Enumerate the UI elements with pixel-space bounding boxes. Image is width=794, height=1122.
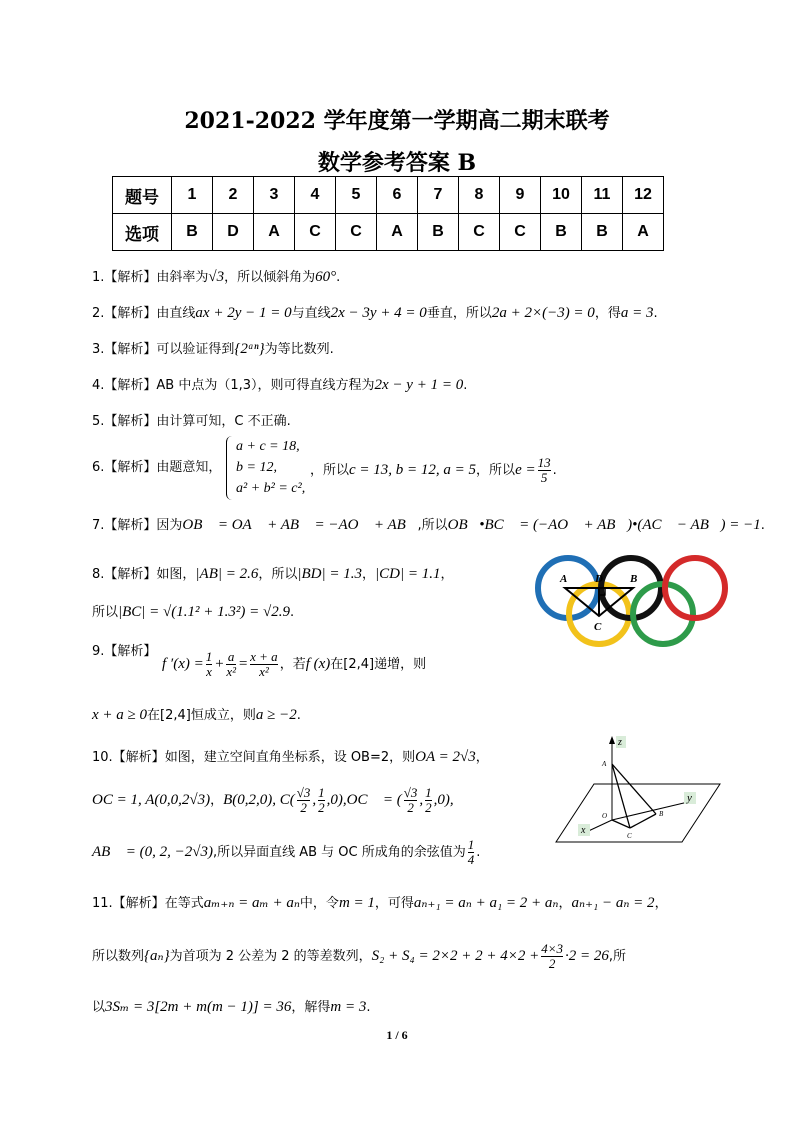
label-a: A [602,760,607,768]
math-expr: |AB| = 2.6 [195,566,259,582]
denominator: 2 [318,800,325,815]
math-expr: OB⃗ = OA⃗ + AB⃗ = −AO⃗ + AB⃗ [182,517,418,533]
fraction [538,456,551,485]
solution-text: ,所 [608,949,627,964]
solution-text: ，可得 [374,896,414,911]
fraction [425,786,432,815]
math-expr: = [238,656,249,672]
solution-prefix: 10.【解析】 [92,750,165,765]
solution-prefix: 11.【解析】 [92,896,165,911]
coordinate-3d-figure [552,734,722,850]
table-cell: 5 [336,177,377,214]
solution-10-line3 [92,838,480,867]
equation-line: a + c = 18, [236,439,300,454]
label-z: z [618,737,622,748]
math-expr: f ′(x) = [162,656,204,672]
solution-text: ，所以 [476,463,516,478]
table-cell: 6 [377,177,418,214]
solution-text: 可以验证得到 [156,342,235,357]
table-cell: A [623,214,664,251]
math-expr: {aₙ} [144,948,170,964]
solution-text: ,所以异面直线 AB 与 OC 所成角的余弦值为 [212,845,466,860]
math-expr: , [312,792,317,808]
solution-prefix: 1.【解析】 [92,270,157,285]
table-cell: 10 [541,177,582,214]
solution-2 [92,302,658,322]
solution-4 [92,374,467,394]
math-expr: 2x − 3y + 4 = 0 [330,305,427,321]
math-expr: OC⃗ = ( [346,792,402,808]
solution-text: ，所以 [310,463,350,478]
solution-text: 由计算可知，C 不正确. [156,414,291,429]
fraction [541,942,563,971]
denominator: 2 [300,800,307,815]
table-cell: D [213,214,254,251]
solution-text: ，得 [594,306,621,321]
solution-text: 为等比数列. [264,342,334,357]
table-cell: B [418,214,459,251]
solution-text: ，若 [279,657,306,672]
table-cell: 9 [500,177,541,214]
solution-5 [92,410,291,429]
fraction [250,650,278,679]
denominator: 2 [425,800,432,815]
table-cell: C [500,214,541,251]
solution-text: . [476,845,481,860]
solution-prefix: 7.【解析】 [92,518,157,533]
label-x: x [581,825,586,836]
solution-text: ,所以 [417,518,448,533]
denominator: 4 [467,852,475,867]
solution-text: ， [475,750,489,765]
solution-text: . [552,463,557,478]
solution-prefix: 3.【解析】 [92,342,157,357]
solution-text: 由题意知， [156,460,222,475]
solution-text: 因为 [156,518,183,533]
label-d: D [595,573,603,585]
solution-text: . [366,1000,371,1015]
numerator: 1 [425,785,432,800]
solution-text: . [336,270,341,285]
label-o: O [602,812,608,820]
equation-line: b = 12, [236,460,277,475]
table-cell: C [459,214,500,251]
math-expr: |BC| = √(1.1² + 1.3²) = √2.9 [118,604,290,620]
math-expr: x + a ≥ 0 [92,707,148,723]
table-cell: B [172,214,213,251]
math-expr: 3Sₘ = 3[2m + m(m − 1)] = 36 [105,999,292,1015]
solution-text: 中，令 [299,896,339,911]
solution-11-line2 [92,942,626,971]
solution-text: 所以数列 [92,949,145,964]
equation-line: a² + b² = c², [236,481,306,496]
solution-text: ， [210,793,224,808]
math-expr: OB⃗•BC⃗ = (−AO⃗ + AB⃗)•(AC⃗ − AB⃗) = −1 [447,517,761,533]
denominator: x [206,664,212,679]
solution-8 [92,563,454,583]
math-expr: OC = 1, A(0,0,2√3) [92,792,211,808]
olympic-rings-figure [532,550,732,650]
math-expr: S₂ + S₄ = 2×2 + 2 + 4×2 + [371,948,540,964]
equation-system [236,436,305,499]
math-expr: c = 13, b = 12, a = 5 [349,462,477,478]
solution-text: 所以 [92,605,119,620]
solution-3 [92,338,334,358]
solution-text: ， [362,567,376,582]
math-expr: OA = 2√3 [415,749,476,765]
solution-11-line3 [92,996,371,1016]
denominator: x² [259,664,269,679]
solution-text: . [760,518,765,533]
math-expr: , [419,792,424,808]
math-expr: 2a + 2×(−3) = 0 [491,305,595,321]
math-expr: m = 3 [330,999,367,1015]
table-cell: 12 [623,177,664,214]
numerator: a [227,649,235,664]
math-expr: a = 3 [620,305,654,321]
denominator: x² [226,664,237,679]
math-expr: a ≥ −2 [255,707,297,723]
numerator: 4×3 [541,941,563,956]
math-expr: {2ᵃⁿ} [234,341,265,357]
solution-1 [92,266,340,286]
solution-text: 由直线 [156,306,196,321]
solution-text: ，所以倾斜角为 [224,270,316,285]
table-cell: 3 [254,177,295,214]
table-cell: B [582,214,623,251]
label-a: A [560,573,568,585]
table-cell: B [541,214,582,251]
solution-7 [92,514,765,534]
solution-text: 如图， [156,567,196,582]
denominator: 5 [540,470,548,485]
page-number: 1 / 6 [386,1028,408,1042]
solution-text: ，解得 [291,1000,331,1015]
numerator: 1 [318,785,325,800]
label-b: B [630,573,638,585]
segment-cb [630,814,656,828]
solution-text: 以 [92,1000,106,1015]
answer-table [112,176,664,251]
math-expr: |BD| = 1.3 [297,566,363,582]
table-cell: 7 [418,177,459,214]
fraction [318,786,325,815]
brace [226,436,235,500]
solution-prefix: 8.【解析】 [92,567,157,582]
math-expr: AB⃗ = (0, 2, −2√3) [92,844,213,860]
z-arrow [609,736,615,744]
numerator: 13 [537,455,551,470]
solution-text: ，所以 [258,567,298,582]
math-expr: ,0), [326,792,347,808]
segment-oc [612,820,630,828]
solution-text: 与直线 [291,306,331,321]
table-row [113,214,664,251]
numerator: x + a [250,649,278,664]
math-expr: m = 1 [338,895,375,911]
solution-text: 在等式 [164,896,204,911]
solution-text: 在[2,4]恒成立，则 [147,708,256,723]
math-expr: aₙ₊₁ − aₙ = 2 [571,895,655,911]
math-expr: 60° [315,269,337,285]
fraction [468,838,475,867]
table-cell: C [295,214,336,251]
label-b: B [659,810,664,818]
solution-prefix: 5.【解析】 [92,414,157,429]
solution-8-cont [92,601,294,621]
table-cell: 2 [213,177,254,214]
math-expr: ·2 = 26 [565,948,609,964]
math-expr: ax + 2y − 1 = 0 [195,305,292,321]
solution-6 [92,456,221,475]
numerator: 1 [467,837,475,852]
fraction [297,786,311,815]
table-cell: A [254,214,295,251]
table-cell: 8 [459,177,500,214]
math-expr: 2x − y + 1 = 0 [374,377,464,393]
solution-prefix: 6.【解析】 [92,460,157,475]
label-c: C [627,832,632,840]
denominator: 2 [407,800,414,815]
solution-6-cont [310,456,557,485]
table-cell: 4 [295,177,336,214]
solution-text: . [463,378,468,393]
math-expr: B(0,2,0), C( [223,792,295,808]
row-header: 题号 [113,177,172,214]
fraction [226,650,236,679]
solution-text: ， [440,567,454,582]
label-c: C [594,621,602,633]
solution-9 [92,640,156,659]
table-cell: A [377,214,418,251]
math-expr: f (x) [305,656,331,672]
solution-text: 在[2,4]递增，则 [330,657,427,672]
math-expr: |CD| = 1.1 [375,566,441,582]
table-cell: C [336,214,377,251]
math-expr: + [214,656,225,672]
math-expr: √3 [208,269,225,285]
numerator: √3 [403,785,418,800]
solution-text: . [290,605,295,620]
solution-text: 为首项为 2 公差为 2 的等差数列， [169,949,372,964]
solution-text: . [653,306,658,321]
solution-text: 如图，建立空间直角坐标系，设 OB=2，则 [164,750,416,765]
solution-text: AB 中点为（1,3），则可得直线方程为 [156,378,375,393]
numerator: √3 [296,785,311,800]
page-subtitle: 数学参考答案 B [317,150,477,176]
solution-10-line2 [92,786,454,815]
denominator: 2 [548,956,556,971]
table-cell: 11 [582,177,623,214]
math-expr: aₘ₊ₙ = aₘ + aₙ [203,895,300,911]
solution-11 [92,892,668,912]
fraction [206,650,213,679]
solution-9-cont [92,704,301,724]
solution-prefix: 4.【解析】 [92,378,157,393]
fraction [404,786,418,815]
label-y: y [687,792,692,804]
math-expr: ,0), [433,792,454,808]
solution-text: . [296,708,301,723]
solution-text: ， [654,896,668,911]
solution-text: ， [558,896,572,911]
table-cell: 1 [172,177,213,214]
row-header: 选项 [113,214,172,251]
solution-10 [92,746,489,766]
numerator: 1 [205,649,213,664]
table-row [113,177,664,214]
page-title: 2021-2022 学年度第一学期高二期末联考 [184,108,610,134]
math-expr: e = [515,462,536,478]
solution-text: 由斜率为 [156,270,209,285]
solution-text: 垂直，所以 [426,306,492,321]
solution-prefix: 2.【解析】 [92,306,157,321]
solution-prefix: 9.【解析】 [92,644,157,659]
solution-9-formula [162,650,426,679]
math-expr: aₙ₊₁ = aₙ + a₁ = 2 + aₙ [413,895,559,911]
